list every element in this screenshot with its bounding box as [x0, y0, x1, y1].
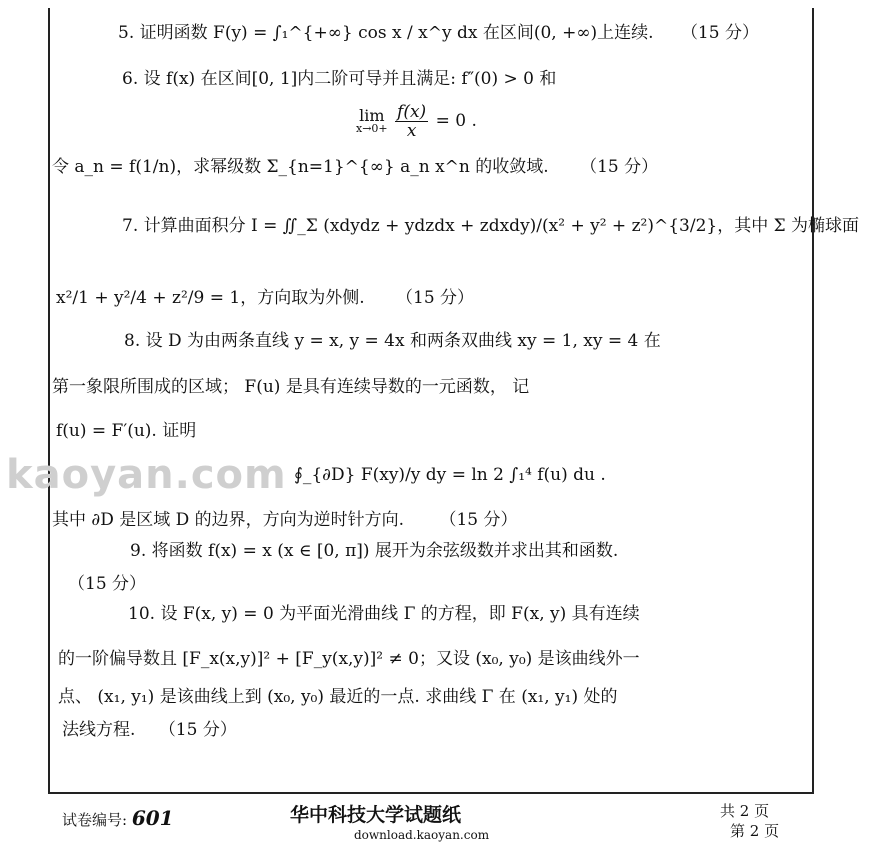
question-10-line4 [62, 719, 237, 741]
q8-text: 其中 ∂D 是区域 D 的边界，方向为逆时针方向. [52, 510, 405, 530]
question-10-line2: 的一阶偏导数且 [F_x(x,y)]² + [F_y(x,y)]² ≠ 0；又设 (x₀, y₀) 是该曲线外一 [58, 649, 640, 669]
question-10-line1: 10. 设 F(x, y) = 0 为平面光滑曲线 Γ 的方程，即 F(x, y) 具有连续 [128, 604, 640, 624]
q9-score: （15 分） [68, 574, 147, 594]
question-8-line1: 8. 设 D 为由两条直线 y = x, y = 4x 和两条双曲线 xy = 1, xy = 4 在 [124, 331, 661, 351]
question-6-limit [356, 103, 477, 140]
question-10-line3: 点、 (x₁, y₁) 是该曲线上到 (x₀, y₀) 最近的一点. 求曲线 Γ 在 (x₁, y₁) 处的 [58, 687, 618, 707]
question-7-line1: 7. 计算曲面积分 I = ∬_Σ (xdydz + ydzdx + zdxdy)/(x² + y² + z²)^{3/2}，其中 Σ 为椭球面 [122, 216, 860, 236]
q10-text: 法线方程. [62, 720, 136, 740]
question-5 [118, 22, 759, 44]
limit-fraction: $\frac{f(x)}{x}$ [397, 102, 427, 141]
q5-score: （15 分） [680, 23, 759, 43]
question-8-line3: f(u) = F′(u). 证明 [56, 421, 197, 441]
question-8-line5 [52, 509, 518, 531]
exam-code [62, 806, 174, 830]
q6-lim-value: = 0 . [435, 111, 477, 131]
q6-text: 令 a_n = f(1/n)，求幂级数 Σ_{n=1}^{∞} a_n x^n 的收敛域. [52, 157, 549, 177]
q6-score: （15 分） [580, 157, 659, 177]
q7-text: x²/1 + y²/4 + z²/9 = 1，方向取为外侧. [56, 288, 365, 308]
exam-code-label: 试卷编号: [62, 811, 128, 829]
q5-text: 5. 证明函数 F(y) = ∫₁^{+∞} cos x / x^y dx 在区间(0, +∞)上连续. [118, 23, 654, 43]
watermark: kaoyan.com [6, 452, 287, 498]
question-8-formula: ∮_{∂D} F(xy)/y dy = ln 2 ∫₁⁴ f(u) du . [294, 465, 606, 485]
question-8-line2: 第一象限所围成的区域； F(u) 是具有连续导数的一元函数， 记 [52, 377, 530, 397]
question-7-line2 [56, 287, 474, 309]
question-9-line1: 9. 将函数 f(x) = x (x ∈ [0, π]) 展开为余弦级数并求出其和函数. [130, 541, 619, 561]
q10-score: （15 分） [158, 720, 237, 740]
total-pages: 共 2 页 [720, 802, 770, 820]
exam-title: 华中科技大学试题纸 [290, 804, 462, 826]
q8-score: （15 分） [439, 510, 518, 530]
lim-operator: lim x→0+ [356, 105, 388, 135]
exam-code-value: 601 [131, 806, 174, 830]
source-url: download.kaoyan.com [354, 828, 490, 842]
q7-score: （15 分） [396, 288, 475, 308]
question-6-line1: 6. 设 f(x) 在区间[0, 1]内二阶可导并且满足: f″(0) > 0 和 [122, 69, 557, 89]
question-6-line3 [52, 156, 658, 178]
current-page: 第 2 页 [730, 822, 780, 840]
